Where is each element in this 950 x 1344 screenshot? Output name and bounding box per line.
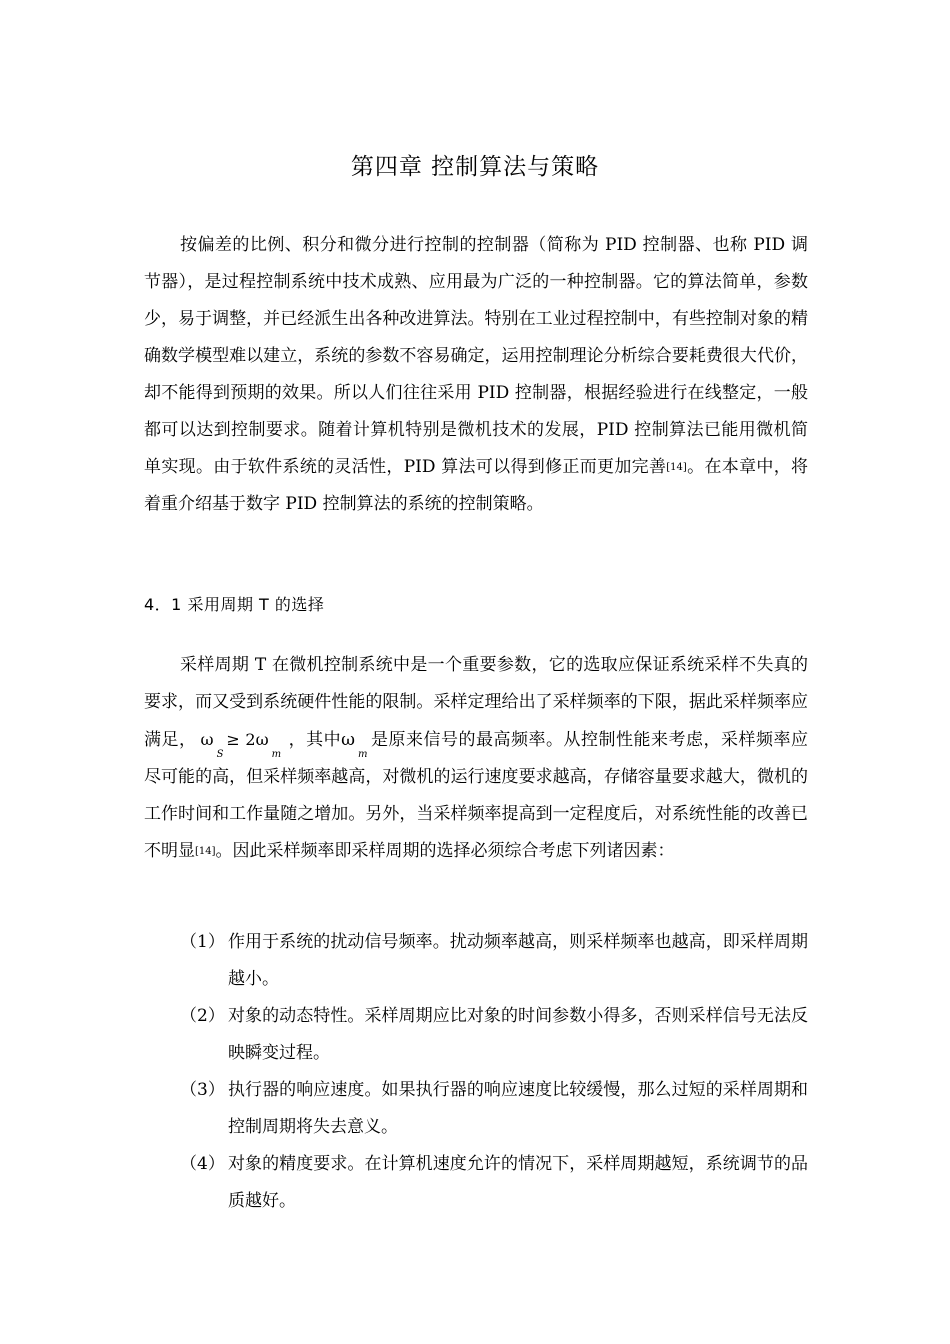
sampling-paragraph [144,647,808,870]
intro-text-b: 。在本章中，将着重介绍基于数字 PID 控制算法的系统的控制策略。 [144,457,809,514]
section-heading: 4．1 采用周期 T 的选择 [144,595,325,614]
omega-m-sub: m [358,749,368,760]
formula-rhs: ≥ 2ω [226,730,269,749]
sampling-formula [197,730,289,760]
list-item [180,924,808,998]
chapter-title: 第四章 控制算法与策略 [350,154,600,180]
list-item-number: （3） [180,1080,225,1100]
list-item [180,998,808,1072]
omega-m-sub-wrap [355,730,370,760]
list-item-text: 作用于系统的扰动信号频率。扰动频率越高，则采样频率也越高，即采样周期越小。 [228,932,808,989]
sampling-text-a: 采样周期 T 在微机控制系统中是一个重要参数，它的选取应保证系统采样不失真的要求，而又受到系统硬件性能的限制。采样定理给出了采样频率的下限，据此采样频率应满足， [144,655,808,750]
sampling-text-c: 是原来信号的最高频率。从控制性能来考虑，采样频率应尽可能的高，但采样频率越高，对微机的运行速度要求越高，存储容量要求越大，微机的工作时间和工作量随之增加。另外，当采样频率提高到一定程度后，对系统性能的改善已不明显 [144,730,809,861]
list-item-number: （4） [180,1154,225,1174]
list-item-text: 执行器的响应速度。如果执行器的响应速度比较缓慢，那么过短的采样周期和控制周期将失去意义。 [228,1080,808,1137]
list-item [180,1072,808,1146]
list-item [180,1146,808,1220]
list-item-text: 对象的精度要求。在计算机速度允许的情况下，采样周期越短，系统调节的品质越好。 [228,1154,808,1211]
sampling-text-d: 。因此采样频率即采样周期的选择必须综合考虑下列诸因素： [215,841,675,861]
sampling-text-b: ，其中ω [288,730,356,750]
list-item-number: （2） [180,1006,225,1026]
formula-omega: ω [200,730,214,749]
list-item-text: 对象的动态特性。采样周期应比对象的时间参数小得多，否则采样信号无法反映瞬变过程。 [228,1006,808,1063]
intro-text-a: 按偏差的比例、积分和微分进行控制的控制器（简称为 PID 控制器、也称 PID 调节器），是过程控制系统中技术成熟、应用最为广泛的一种控制器。它的算法简单，参数少，易于调整，并已经派生出各种改进算法。特别在工业过程控制中，有些控制对象的精确数学模型难以建立，系统的参数不容易确定，运用控制理论分析综合要耗费很大代价，却不能得到预期的效果。所以人们往往采用 PID 控制器，根据经验进行在线整定，一般都可以达到控制要求。随着计算机特别是微机技术的发展，PID 控制算法已能用微机简单实现。由于软件系统的灵活性，PID 算法可以得到修正而更加完善 [144,235,808,477]
formula-sub-m: m [271,749,282,760]
factor-list [180,924,808,1220]
citation-ref-2: [14] [195,846,216,857]
formula-sub-s: S [216,749,224,760]
intro-paragraph [144,227,808,523]
list-item-number: （1） [180,932,225,952]
citation-ref: [14] [666,462,687,473]
